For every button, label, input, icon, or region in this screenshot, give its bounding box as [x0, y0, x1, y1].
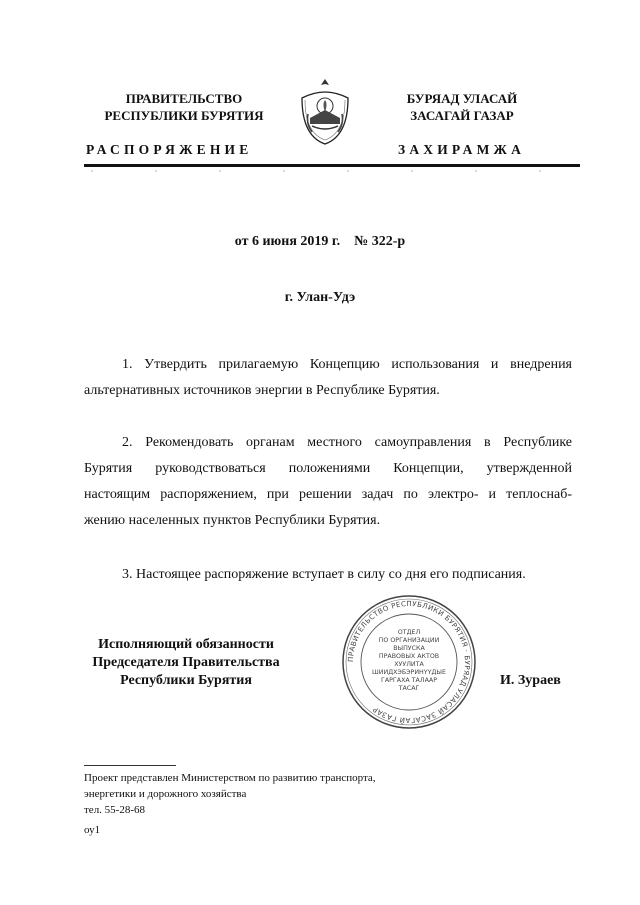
signatory-title	[76, 636, 296, 690]
p2-line: 2. Рекомендовать органам местного самоуправления в Республике	[122, 435, 572, 450]
stamp-line: ШИИДХЭБЭРИНҮҮДЫЕ	[372, 669, 446, 676]
footer-phone: тел. 55-28-68	[84, 804, 146, 816]
paragraph-3	[84, 562, 572, 588]
header-right	[372, 90, 552, 124]
city: г. Улан-Удэ	[284, 290, 356, 305]
stamp-line: ПО ОРГАНИЗАЦИИ	[378, 637, 440, 644]
date-number: от 6 июня 2019 г. № 322-р	[234, 234, 406, 249]
doc-type-ru: РАСПОРЯЖЕНИЕ	[86, 142, 253, 157]
stamp-line: ОТДЕЛ	[397, 629, 421, 636]
official-round-stamp-icon	[341, 594, 477, 730]
signatory-name: И. Зураев	[500, 673, 561, 688]
p2-line: жению населенных пунктов Республики Бурятия.	[84, 513, 381, 528]
p1-line: 1. Утвердить прилагаемую Концепцию использования и внедрения	[122, 357, 572, 372]
header-left	[84, 90, 284, 124]
p2-line: Бурятия руководствоваться положениями Концепции, утвержденной	[84, 461, 572, 476]
paragraph-1	[84, 352, 572, 404]
header-divider	[84, 164, 580, 167]
dotted-divider	[84, 169, 580, 173]
stamp-line: ХУУЛИТА	[394, 661, 424, 668]
gov-name-ru-line1: ПРАВИТЕЛЬСТВО	[125, 91, 243, 106]
paragraph-2	[84, 430, 572, 534]
p3-line: 3. Настоящее распоряжение вступает в силу со дня его подписания.	[122, 567, 526, 582]
footer-line2: энергетики и дорожного хозяйства	[84, 788, 247, 800]
signatory-title-line3: Республики Бурятия	[120, 673, 252, 688]
footnote-rule	[84, 765, 176, 766]
stamp-line: ВЫПУСКА	[393, 645, 425, 652]
stamp-line: ПРАВОВЫХ АКТОВ	[378, 653, 440, 660]
footer-line1: Проект представлен Министерством по развитию транспорта,	[84, 772, 376, 784]
stamp-line: ГАРГАХА ТАЛААР	[380, 677, 438, 684]
signatory-title-line2: Председателя Правительства	[92, 655, 280, 670]
stamp-line: ТАСАГ	[398, 685, 420, 692]
footer-project-note	[84, 770, 504, 818]
p1-line: альтернативных источников энергии в Республике Бурятия.	[84, 383, 440, 398]
buryatia-coat-of-arms-icon	[296, 76, 354, 148]
gov-name-bua-line2: ЗАСАГАЙ ГАЗАР	[410, 108, 514, 123]
gov-name-ru-line2: РЕСПУБЛИКИ БУРЯТИЯ	[104, 108, 264, 123]
footer-code: оу1	[84, 824, 101, 836]
doc-type-bua: ЗАХИРАМЖА	[398, 142, 526, 157]
stamp-outer-text: ПРАВИТЕЛЬСТВО РЕСПУБЛИКИ БУРЯТИЯ · БУРЯАД УЛАСАЙ ЗАСАГАЙ ГАЗАР	[346, 599, 472, 725]
signatory-title-line1: Исполняющий обязанности	[98, 637, 274, 652]
gov-name-bua-line1: БУРЯАД УЛАСАЙ	[406, 91, 518, 106]
p2-line: настоящим распоряжением, при решении задач по электро- и теплоснаб-	[84, 487, 572, 502]
